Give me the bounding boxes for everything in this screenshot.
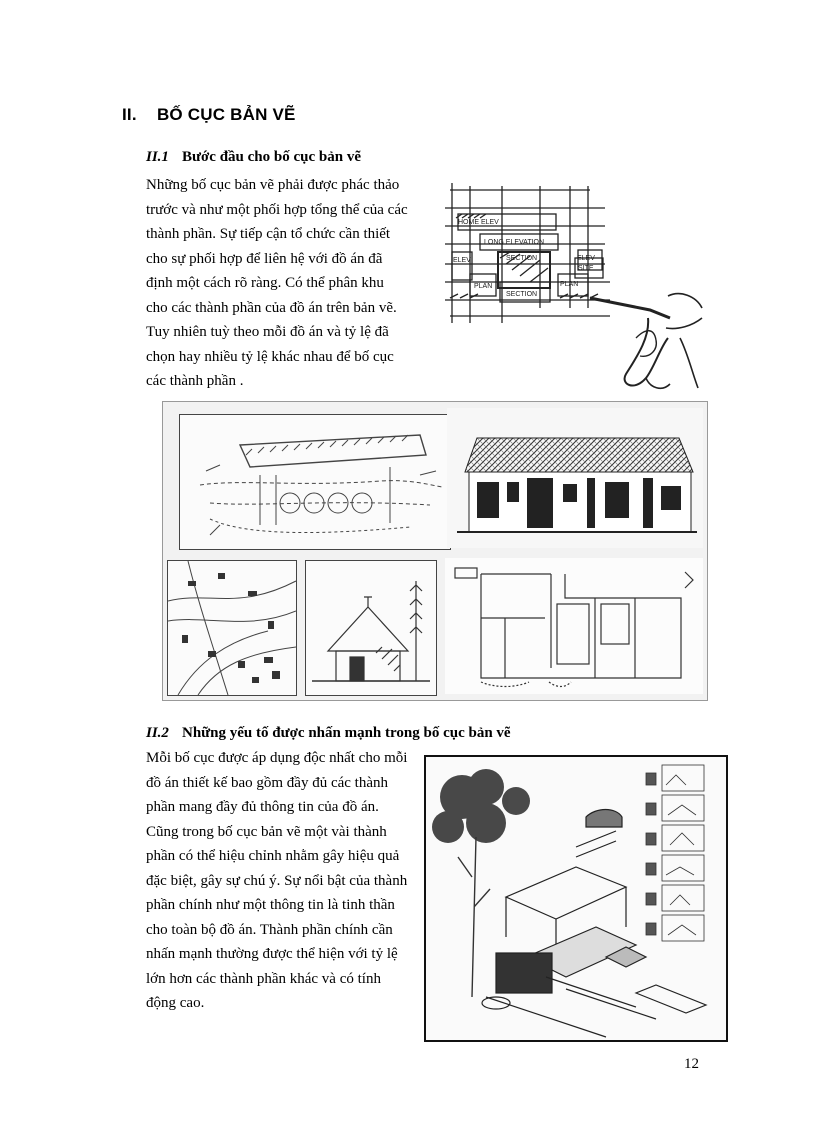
subsection-1-title: Bước đầu cho bố cục bản vẽ [182, 149, 361, 165]
building-elevation [447, 408, 703, 548]
sketch-label: PLAN [560, 281, 579, 288]
paragraph-line: nhấn mạnh thường được thể hiện với tỷ lệ [146, 946, 398, 962]
sketch-label: HOME ELEV [458, 219, 499, 226]
subsection-1-paragraph [146, 173, 410, 394]
floor-plan [445, 558, 703, 694]
paragraph-line: Mỗi bố cục được áp dụng độc nhất cho mỗi [146, 750, 408, 766]
section-title: BỐ CỤC BẢN VẼ [156, 105, 296, 124]
paragraph-line: cho toàn bộ đồ án. Thành phần chính cần [146, 921, 393, 938]
paragraph-line: cho các thành phần của đồ án trên bản vẽ. [146, 299, 397, 316]
subsection-1-heading [146, 149, 361, 166]
paragraph-line: phần mang đầy đủ thông tin của đồ án. [146, 799, 379, 815]
paragraph-line: thành phần. Sự tiếp cận tổ chức cần thiết [146, 226, 391, 242]
layout-sketch-illustration [440, 178, 706, 396]
sketch-label: SECTION [506, 291, 538, 298]
subsection-2-title: Những yếu tố được nhấn mạnh trong bố cục bản vẽ [182, 725, 511, 741]
sketch-label: SECTION [506, 255, 538, 262]
subsection-2-paragraph [146, 746, 410, 1016]
paragraph-line: cho sự phối hợp để liên hệ với đồ án đã [146, 250, 383, 267]
paragraph-line: động cao. [146, 995, 205, 1011]
sketch-label: ELEV [453, 257, 471, 264]
subsection-1-number: II.1 [146, 149, 169, 165]
paragraph-line: chọn hay nhiều tỷ lệ khác nhau để bố cục [146, 348, 394, 365]
section-heading [122, 105, 296, 125]
paragraph-line: trước và như một phối hợp tổng thể của các [146, 201, 408, 218]
sketch-label: LONG ELEVATION [484, 239, 545, 246]
section-number: II. [122, 105, 137, 124]
paragraph-line: Những bố cục bản vẽ phải được phác thảo [146, 177, 400, 193]
sketch-label: ELEV [577, 255, 595, 262]
subsection-2-heading [146, 725, 511, 742]
house-section-sketch [305, 560, 437, 696]
paragraph-line: lớn hơn các thành phần khác và có tính [146, 970, 381, 987]
paragraph-line: các thành phần . [146, 373, 244, 389]
sketch-label: PLAN [474, 283, 493, 290]
paragraph-line: phần có thể hiệu chỉnh nhằm gây hiệu quả [146, 848, 400, 864]
paragraph-line: Cũng trong bố cục bản vẽ một vài thành [146, 823, 387, 840]
site-plan-sketch [179, 414, 451, 550]
axonometric-presentation-board [424, 755, 728, 1042]
drawing-sheets-figure [162, 401, 708, 701]
paragraph-line: định một cách rõ ràng. Có thể phân khu [146, 275, 384, 291]
paragraph-line: Tuy nhiên tuỳ theo mỗi đồ án và tỷ lệ đã [146, 324, 389, 340]
paragraph-line: đặc biệt, gây sự chú ý. Sự nổi bật của thành [146, 872, 408, 889]
neighborhood-map [167, 560, 297, 696]
subsection-2-number: II.2 [146, 725, 169, 741]
paragraph-line: phần chính như một thông tin là tinh thần [146, 897, 395, 913]
sketch-label: SITE [578, 265, 594, 272]
page-number: 12 [684, 1056, 699, 1072]
paragraph-line: đồ án thiết kế bao gồm đầy đủ các thành [146, 774, 389, 791]
